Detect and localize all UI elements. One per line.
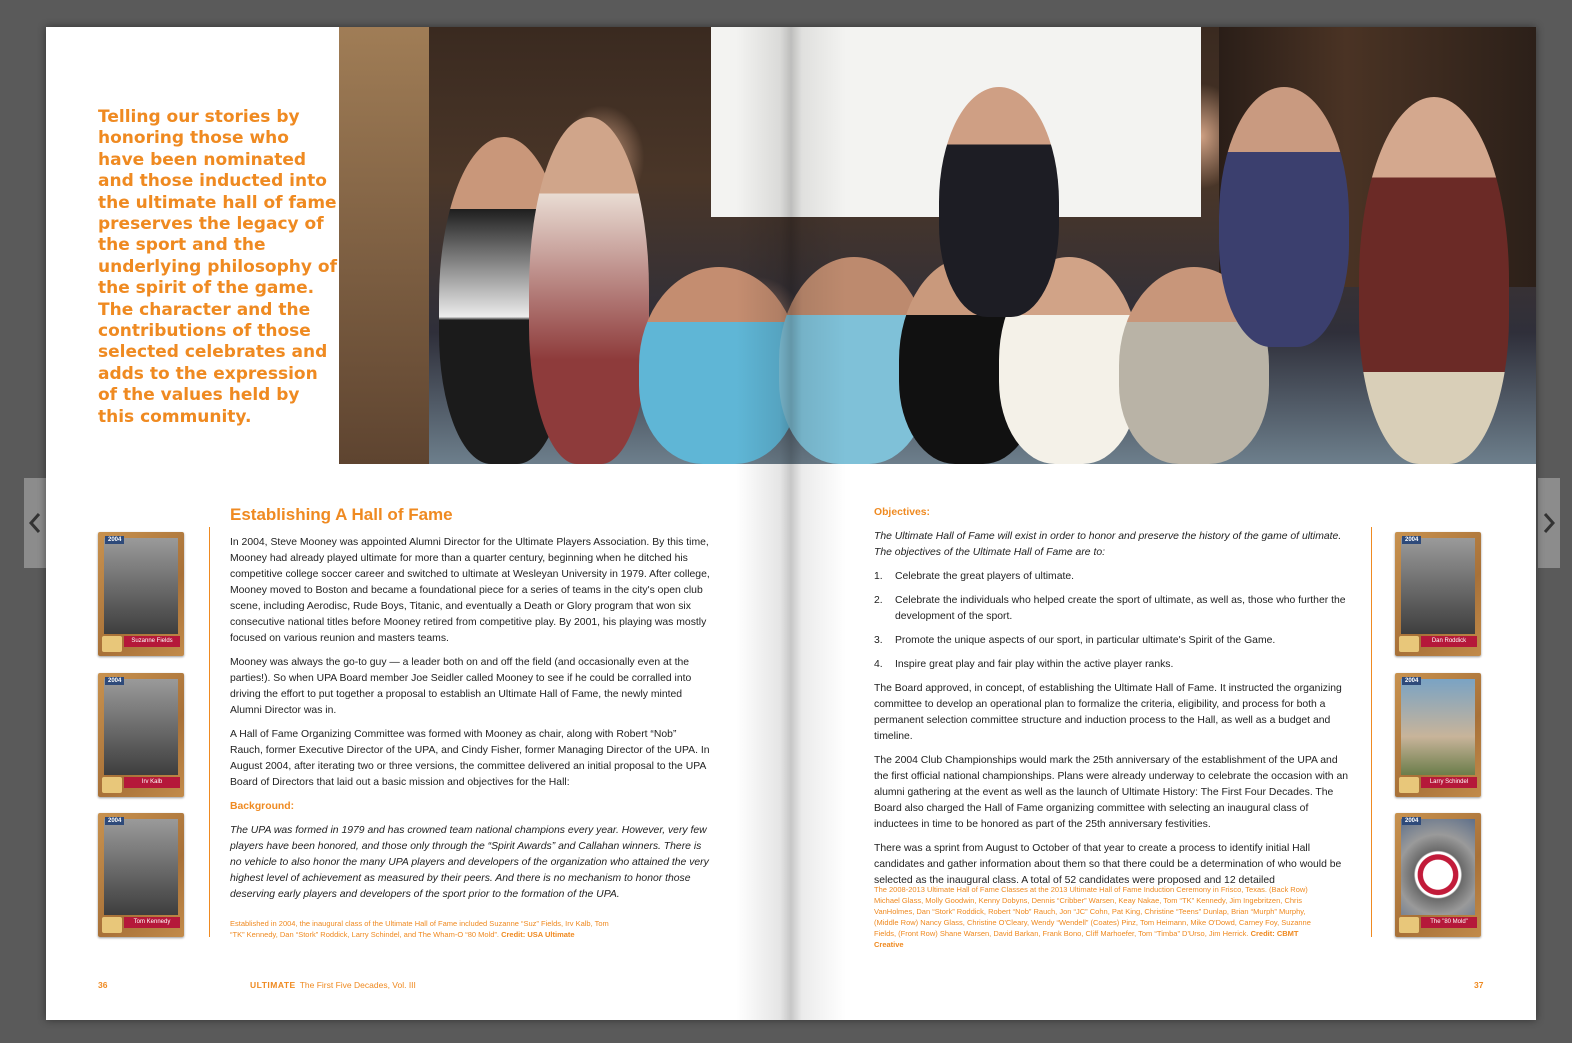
paragraph: A Hall of Fame Organizing Committee was formed with Mooney as chair, along with Robert “Nob” Rauch, former Executive Director of the UPA, and Cindy Fisher, former Managing Director of the UPA. In August 2004, after iterating two or three versions, the committee delivered an initial proposal to the UPA Board of Directors that laid out a basic mission and objectives for the Hall: — [230, 729, 710, 788]
chevron-right-icon — [1542, 512, 1556, 534]
running-subtitle: The First Five Decades, Vol. III — [299, 980, 416, 990]
card-photo — [104, 819, 178, 915]
card-name: Dan Roddick — [1421, 636, 1477, 647]
page-number-right: 37 — [1474, 980, 1484, 990]
column-rule — [209, 527, 210, 937]
paragraph: Mooney was always the go-to guy — a leader both on and off the field (and occasionally even at the parties!). So when UPA Board member Joe Seidler called Mooney to see if he could be corralled into driving the effort to put together a proposal to establish an Ultimate Hall of Fame, the newly minted Alumni Director was in. — [230, 657, 692, 716]
column-rule — [1371, 527, 1372, 937]
objectives-list — [874, 569, 1354, 673]
running-footer — [250, 980, 416, 990]
group-photo — [339, 27, 1536, 464]
photo-figure — [939, 87, 1059, 317]
book-spread — [46, 27, 1536, 1020]
trading-card — [1395, 532, 1481, 656]
card-photo — [104, 679, 178, 775]
trading-card — [98, 532, 184, 656]
item-number: 3. — [874, 635, 883, 646]
card-logo — [102, 636, 122, 652]
caption-credit: Credit: CBMT Creative — [874, 929, 1299, 949]
card-logo — [1399, 777, 1419, 793]
item-text: Celebrate the great players of ultimate. — [895, 571, 1075, 582]
page-number-left: 36 — [98, 980, 108, 990]
item-text: Inspire great play and fair play within the active player ranks. — [895, 659, 1174, 670]
pull-quote: Telling our stories by honoring those who have been nominated and those inducted into the ultimate hall of fame preserves the legacy of the sport and the underlying philosophy of the spirit of the game. The character and the contributions of those selected celebrates and adds to the expression of the values held by this community. — [98, 107, 337, 427]
card-photo — [1401, 679, 1475, 775]
caption-credit: Credit: USA Ultimate — [501, 930, 575, 939]
photo-figure — [529, 117, 649, 464]
card-year: 2004 — [1402, 536, 1421, 544]
card-name: The "80 Mold" — [1421, 917, 1477, 928]
card-logo — [1399, 917, 1419, 933]
card-name: Irv Kalb — [124, 777, 180, 788]
item-text: Celebrate the individuals who helped create the sport of ultimate, as well as, those who further the development of the sport. — [895, 595, 1346, 622]
card-name: Suzanne Fields — [124, 636, 180, 647]
trading-card — [1395, 813, 1481, 937]
background-heading: Background: — [230, 801, 295, 812]
card-year: 2004 — [1402, 817, 1421, 825]
left-caption — [230, 918, 610, 940]
card-photo — [104, 538, 178, 634]
card-year: 2004 — [105, 817, 124, 825]
item-text: Promote the unique aspects of our sport, in particular ultimate's Spirit of the Game. — [895, 635, 1276, 646]
card-name: Tom Kennedy — [124, 917, 180, 928]
paragraph: The Board approved, in concept, of establishing the Ultimate Hall of Fame. It instructed the organizing committee to develop an operational plan to formalize the criteria, eligibility, and process for both a permanent selection committee structure and induction process to the Hall, as well as a budget and timeline. — [874, 683, 1342, 742]
right-caption — [874, 884, 1314, 950]
prev-page-button[interactable] — [24, 478, 46, 568]
card-year: 2004 — [105, 536, 124, 544]
photo-figure — [1219, 87, 1349, 347]
next-page-button[interactable] — [1538, 478, 1560, 568]
trading-card — [98, 813, 184, 937]
card-name: Larry Schindel — [1421, 777, 1477, 788]
trading-card — [1395, 673, 1481, 797]
item-number: 4. — [874, 659, 883, 670]
item-number: 2. — [874, 595, 883, 606]
background-text: The UPA was formed in 1979 and has crowned team national champions every year. However, very few players have been honored, and those only through the “Spirit Awards” and Callahan winners. There is no vehicle to also honor the many UPA players and developers of the organization who attained the very highest level of achievement as measured by their peers. And there is no mechanism to honor those deserving early players and developers of the sport prior to the formation of the UPA. — [230, 825, 709, 900]
card-photo — [1401, 819, 1475, 915]
objectives-heading: Objectives: — [874, 507, 931, 518]
section-heading: Establishing A Hall of Fame — [230, 505, 453, 524]
card-logo — [102, 917, 122, 933]
caption-text: Established in 2004, the inaugural class of the Ultimate Hall of Fame included Suzanne “Suz” Fields, Irv Kalb, Tom “TK” Kennedy, Dan “Stork” Roddick, Larry Schindel, and The Wham-O “80 Mold”. — [230, 919, 609, 939]
list-item — [874, 569, 1354, 585]
objectives-intro: The Ultimate Hall of Fame will exist in order to honor and preserve the history of the game of ultimate. The objectives of the Ultimate Hall of Fame are to: — [874, 531, 1342, 558]
item-number: 1. — [874, 571, 883, 582]
list-item — [874, 633, 1354, 649]
photo-wall — [339, 27, 429, 464]
paragraph: The 2004 Club Championships would mark the 25th anniversary of the establishment of the UPA and the first official national championships. Plans were already underway to celebrate the occasion with an alumni gathering at the event as well as the launch of Ultimate History: The First Four Decades. The Board also charged the Hall of Fame organizing committee with selecting an inaugural class of inductees in time to be honored as part of the 25th anniversary festivities. — [874, 755, 1349, 830]
running-title: ULTIMATE — [250, 980, 296, 990]
left-body — [230, 535, 710, 911]
photo-figure — [639, 267, 799, 464]
card-logo — [102, 777, 122, 793]
caption-text: The 2008-2013 Ultimate Hall of Fame Classes at the 2013 Ultimate Hall of Fame Induction Ceremony in Frisco, Texas. (Back Row) Michael Glass, Molly Goodwin, Kenny Dobyns, Dennis “Cribber” Warsen, Keay Nakae, Tom “TK” Kennedy, Jim Ingebritzen, Chris VanHolmes, Dan “Stork” Roddick, Robert “Nob” Rauch, Jon “JC” Cohn, Pat King, Christine “Teens” Dunlap, Brian “Murph” Murphy, (Middle Row) Nancy Glass, Christine O'Cleary, Wendy “Wendell” (Coates) Pinz, Tom Heimann, Mike O'Dowd, Carney Foy, Suzanne Fields, (Front Row) Shane Warsen, David Barkan, Frank Bono, Cliff Marhoefer, Tom “Timba” D'Urso, Jim Herrick. — [874, 885, 1311, 938]
paragraph: In 2004, Steve Mooney was appointed Alumni Director for the Ultimate Players Association. By this time, Mooney had already played ultimate for more than a quarter century, beginning when he ditched his competitive college soccer career and switched to ultimate at Wesleyan University in 1979. After college, Mooney moved to Boston and became a foundational piece for a series of teams in the city's open club scene, including Aerodisc, Rude Boys, Titanic, and eventually a Death or Glory program that won six consecutive national titles before Mooney retired from competitive play. By 2001, his playing was mostly focused on various reunion and masters teams. — [230, 537, 710, 644]
trading-card — [98, 673, 184, 797]
photo-figure — [1359, 97, 1509, 464]
card-logo — [1399, 636, 1419, 652]
paragraph: There was a sprint from August to October of that year to create a process to identify initial Hall candidates and gather information about them so that there could be a determination of who would be selected as the inaugural class. A total of 52 candidates were proposed and 12 detailed — [874, 843, 1342, 886]
chevron-left-icon — [28, 512, 42, 534]
card-photo — [1401, 538, 1475, 634]
card-year: 2004 — [105, 677, 124, 685]
right-body — [874, 505, 1354, 897]
list-item — [874, 593, 1354, 625]
card-year: 2004 — [1402, 677, 1421, 685]
list-item — [874, 657, 1354, 673]
